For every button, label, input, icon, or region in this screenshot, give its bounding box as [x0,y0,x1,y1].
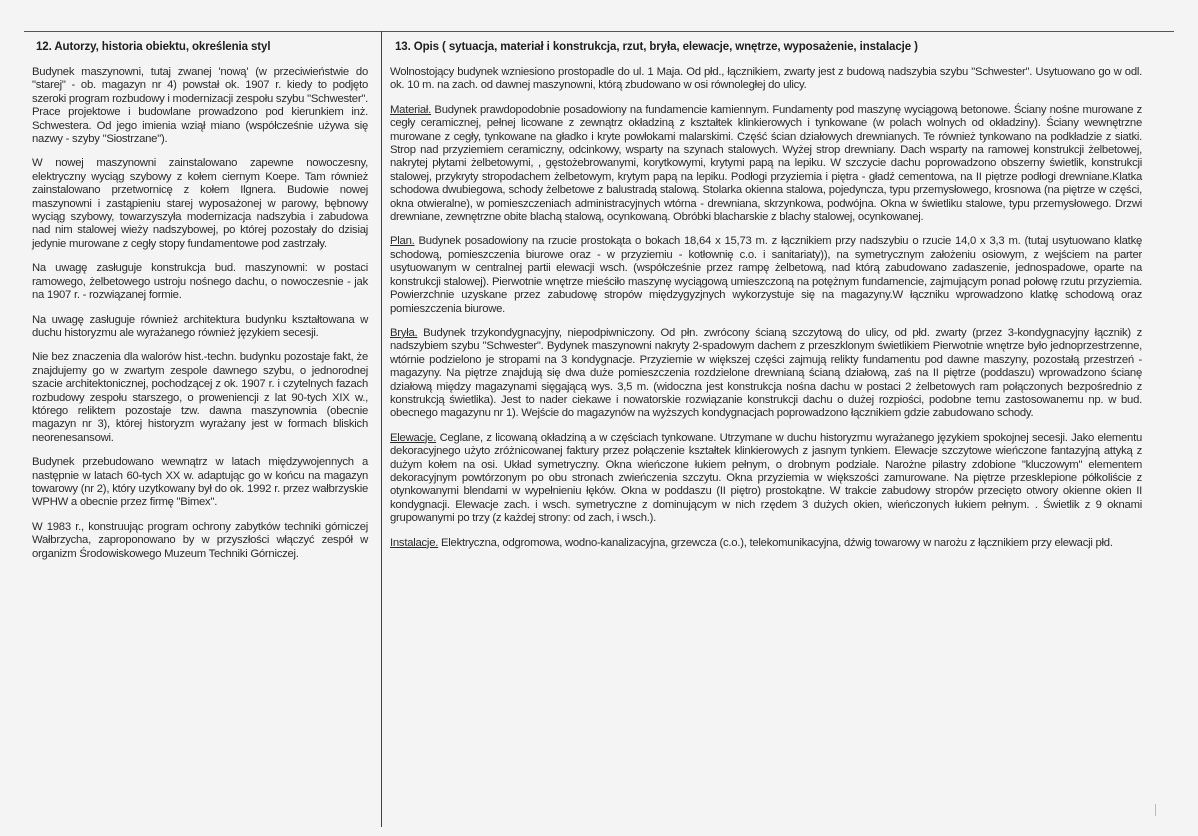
section-label: Elewacje. [390,431,437,444]
section-installations [390,537,1142,550]
history-paragraph: Budynek maszynowni, tutaj zwanej 'nową' (w przeciwieństwie do "starej" - ob. magazyn nr 4) powstał ok. 1907 r. kiedy to podjęto szeroki program rozbudowy i modernizacji zespołu szybu "Schwester". Prace projektowe i budowlane prowadzono pod kierunkiem inż. Schwestera. Od jego imienia wziął miano (współcześnie używa się nazwy - szyby "Siostrzane"). [32,66,368,146]
section-label: Bryła. [390,326,418,339]
history-column [32,31,368,572]
description-column [390,31,1142,561]
column-divider [381,31,382,827]
section-label: Plan. [390,235,415,248]
section-plan [390,235,1142,315]
history-paragraph: Nie bez znaczenia dla walorów hist.-techn. budynku pozostaje fakt, że znajdujemy go w zwartym zespole dawnego szybu, o jednorodnej szacie architektonicznej, pochodzącej z ok. 1907 r. i czytelnych fazach rozbudowy zespołu starszego, o proweniencji z lat 90-tych XIX w., którego reliktem pozostaje tzw. dawna maszynownia (obecnie magazyn nr 3), której historyzm wyrażany jest w formach bliskich neorenesansowi. [32,351,368,444]
section-material [390,104,1142,225]
section-text: Budynek prawdopodobnie posadowiony na fundamencie kamiennym. Fundamenty pod maszynę wyciągową betonowe. Ściany nośne murowane z cegły ceramicznej, pełnej licowane z zewnątrz okładziną z kształtek klinkierowych i tynkowane (w polach wolnych od okładziny). Ściany wewnętrzne murowane z cegły, tynkowane na gładko i kryte powłokami malarskimi. Część ścian działowych drewnianych. Te również tynkowano na podkładzie z siatki. Strop nad przyziemiem ceramiczny, odcinkowy, wsparty na szynach stalowych. Wyżej strop drewniany. Dach wsparty na ramowej konstrukcji żelbetowej, nakrytej płytami żelbetowymi, , gęstożebrowanymi, korytkowymi, krytymi papą na lepiku. W szczycie dachu poprowadzono obszerny świetlik, konstrukcji stalowej, przykryty stropodachem żelbetowym, krytym papą na lepiku. Podłogi przyziemia i piętra - gładź cementowa, na II piętrze podłogi drewniane.Klatka schodowa dwubiegowa, schody żelbetowe z balustradą stalową. Stolarka okienna stalowa, pojedyncza, typu przemysłowego, krosnowa (na piętrze w części, okna otwieralne), w pomieszczeniach administracyjnych wtórna - drewniana, skrzynkowa, podwójna. Okna w świetliku stalowe, typu przemysłowego. Drzwi drewniane, zewnętrzne obite blachą stalową, ocynkowaną. Obróbki blacharskie z blachy stalowej, ocynkowanej. [390,103,1142,224]
description-heading: 13. Opis ( sytuacja, materiał i konstrukcja, rzut, bryła, elewacje, wnętrze, wyposażenie, instalacje ) [395,41,918,53]
description-intro: Wolnostojący budynek wzniesiono prostopadle do ul. 1 Maja. Od płd., łącznikiem, zwarty jest z budową nadszybia szybu "Schwester". Usytuowano go w odl. ok. 10 m. na zach. od dawnej maszynowni, którą zbudowano w osi równoległej do ulicy. [390,66,1142,92]
history-paragraph: Na uwagę zasługuje konstrukcja bud. maszynowni: w postaci ramowego, żelbetowego ustroju nośnego dachu, o nowoczesnie - jak na 1907 r. - rozwiązanej formie. [32,262,368,302]
section-text: Ceglane, z licowaną okładziną a w częściach tynkowane. Utrzymane w duchu historyzmu wyrażanego językiem spokojnej secesji. Jako elementu dekoracyjnego użyto zróżnicowanej faktury przez połączenie kształtek klinkierowych z jasnym tynkiem. Elewacje szczytowe wieńczone fantazyjną attyką z dużym kołem na osi. Układ symetryczny. Okna wieńczone łukiem pełnym, o drobnym podziale. Narożne pilastry zdobione "kluczowym" elementem dekoracyjnym powtórzonym po obu stronach zwieńczenia szczytu. Okna przyziemia w większości zamurowane. Na piętrze przesklepione półkoliście z otynkowanymi blendami w wypełnieniu łęków. Okna w poddaszu (II piętro) prostokątne. W trakcie zabudowy stropów przecięto otwory okienne okien II kondygnacji. Elewacje zach. i wsch. symetryczne z dominującym w nich rzędem 3 dużych okien, wieńczonych łukiem pełnym. . Świetlik z 9 oknami grupowanymi po trzy (z każdej strony: od zach, i wsch.). [390,431,1142,525]
history-heading: 12. Autorzy, historia obiektu, określenia styl [36,41,271,53]
history-paragraph: Budynek przebudowano wewnątrz w latach międzywojennych a następnie w latach 60-tych XX w. adaptując go w końcu na magazyn towarowy (nr 2), który uzytkowany był do ok. 1992 r. przez wałbrzyskie WPHW a obecnie przez firmę "Bimex". [32,456,368,509]
section-label: Materiał. [390,103,432,116]
section-elevations [390,432,1142,526]
history-paragraph: W 1983 r., konstruując program ochrony zabytków techniki górniczej Wałbrzycha, zaproponowano by w przyszłości włączyć zespół w organizm Środowiskowego Muzeum Techniki Górniczej. [32,520,368,560]
section-text: Budynek trzykondygnacyjny, niepodpiwniczony. Od płn. zwrócony ścianą szczytową do ulicy, od płd. zwarty (przez 3-kondygnacyjny łącznik) z nadszybiem szybu "Schwester". Bydynek maszynowni nakryty 2-spadowym dachem z przeszklonym świetlikiem Pierwotnie wnętrze było jednoprzestrzenne, wtórnie podzielono je stropami na 3 kondygnacje. Przyziemie w większej części zajmują relikty fundamentu pod dawne maszyny, pozostałą przestrzeń - magazyny. Na piętrze znajdują się dwa duże pomieszczenia rozdzielone drewnianą ścianą działową, zaś na II piętrze (poddaszu) wprowadzono ścianę działową między magazynami sięgającą wys. 3,5 m. (widoczna jest konstrukcja nośna dachu w postaci 2 żelbetowych ram połączonych bezpośrednio z konstrukcją świetlika). Jest to nader ciekawe i nowatorskie rozwiązanie konstrukcji dachu o dużej rozpiości, podobne temu zastosowanemu np. w bud. obecnego magazynu nr 1). Wejście do magazynów na wyższych kondygnacjach poprowadzono łącznikiem gdzie zabudowano schody. [390,326,1142,420]
scan-edge-mark [1155,804,1156,816]
section-text: Budynek posadowiony na rzucie prostokąta o bokach 18,64 x 15,73 m. z łącznikiem przy nadszybiu o rzucie 14,0 x 3,3 m. (tutaj usytuowano klatkę schodową, pomieszczenia biurowe oraz - w przyziemiu - kotłownię c.o. i sanitariaty)), na symetrycznym założeniu osiowym, z wejściem na parter usytuowanym w centralnej partii elewacji wsch. (współcześnie przez rampę żelbetową, nad którą zabudowano zadaszenie, jednospadowe, oparte na konstrukcji stalowej). Pierwotnie wnętrze mieściło maszynę wyciągową umieszczoną na potężnym fundamencie, zajmującym ponad połowę rzutu przyziemia. Powierzchnie uzyskane przez zabudowę stropów międzygyzjnych wykorzystuje się na magazyny.W łączniku wprowadzono klatkę schodową oraz pomieszczenia biurowe. [390,235,1142,315]
section-label: Instalacje. [390,536,439,549]
section-massing [390,327,1142,421]
history-paragraph: W nowej maszynowni zainstalowano zapewne nowoczesny, elektryczny wyciąg szybowy z kołem ciernym Koepe. Tam również zainstalowano przetwornicę z kołem Ilgnera. Budowie nowej maszynowni i zastąpieniu starej wyposażonej w parowy, bębnowy wyciąg szybowy, towarzyszyła modernizacja nadszybia i zabudowa nad nim stalowej wieży nadszybowej, po której pozostały do dzisiaj jedynie murowane z cegły stopy fundamentowe pod zastrzały. [32,157,368,250]
section-text: Elektryczna, odgromowa, wodno-kanalizacyjna, grzewcza (c.o.), telekomunikacyjna, dźwig towarowy w narożu z łącznikiem przy elewacji płd. [438,536,1113,549]
history-paragraph: Na uwagę zasługuje również architektura budynku kształtowana w duchu historyzmu ale wyrażanego również językiem secesji. [32,313,368,339]
